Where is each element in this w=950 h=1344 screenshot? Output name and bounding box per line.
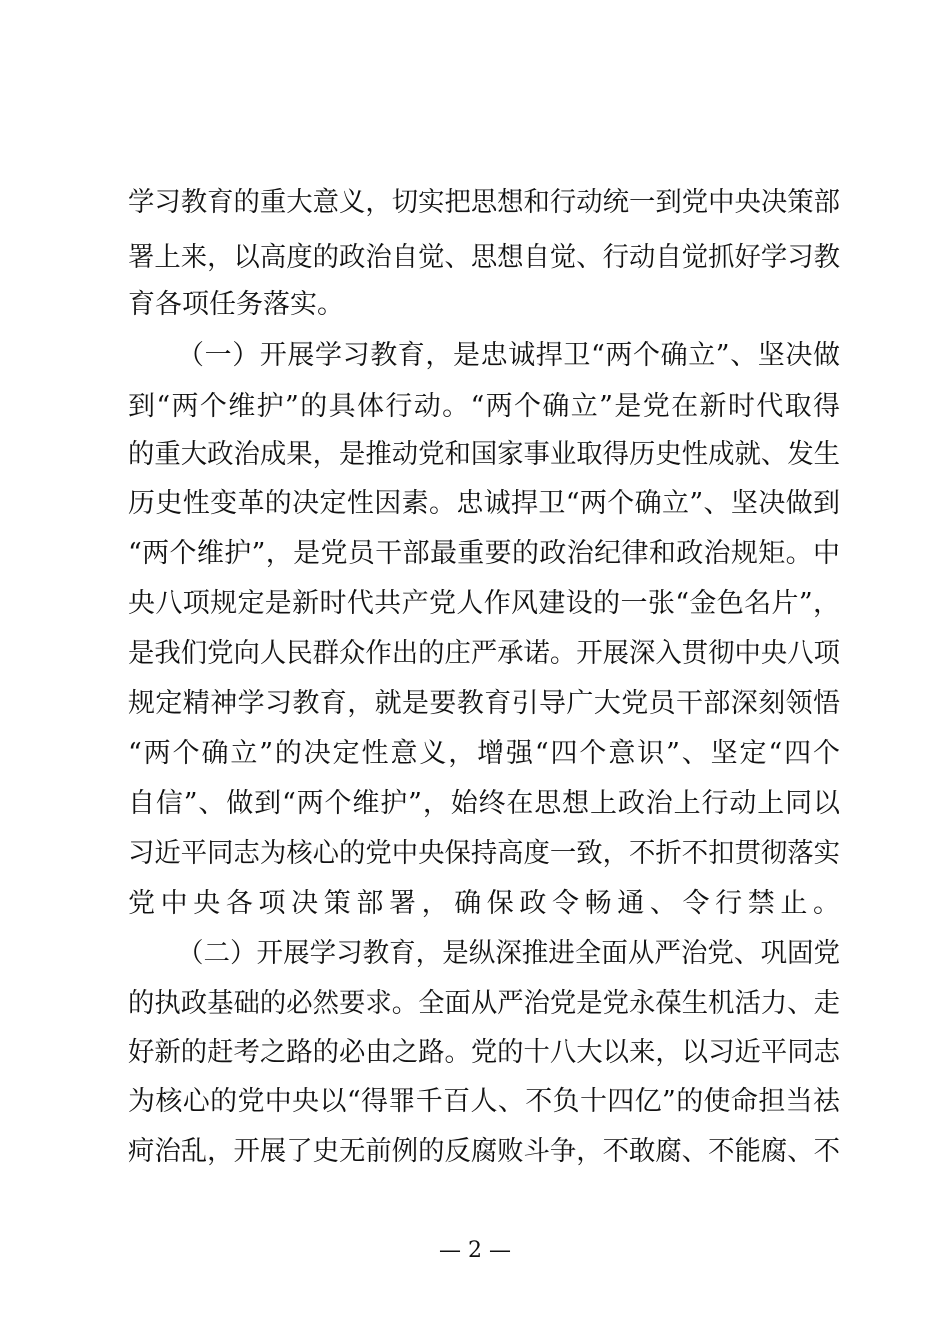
paragraph-first-line xyxy=(0,339,950,373)
text-line xyxy=(0,241,950,275)
text-line xyxy=(0,837,950,871)
text-line xyxy=(0,737,950,771)
text-line xyxy=(0,787,950,821)
text-line-content: 为核心的党中央以“得罪千百人、不负十四亿”的使命担当祛 xyxy=(128,1086,841,1117)
text-line-content: 署上来，以高度的政治自觉、思想自觉、行动自觉抓好学习教 xyxy=(128,242,840,273)
text-line-content: 的重大政治成果，是推动党和国家事业取得历史性成就、发生 xyxy=(128,439,840,470)
text-line xyxy=(0,390,950,424)
text-line-content: “两个维护”，是党员干部最重要的政治纪律和政治规矩。中 xyxy=(128,538,841,569)
text-line-content: 央八项规定是新时代共产党人作风建设的一张“金色名片”， xyxy=(128,588,841,619)
text-line-content: 习近平同志为核心的党中央保持高度一致，不折不扣贯彻落实 xyxy=(128,838,840,869)
text-line-content: 历史性变革的决定性因素。忠诚捍卫“两个确立”、坚决做到 xyxy=(128,488,841,519)
text-line-content: 党中央各项决策部署，确保政令畅通、令行禁止。 xyxy=(128,888,846,919)
text-line-content: 规定精神学习教育，就是要教育引导广大党员干部深刻领悟 xyxy=(128,688,841,719)
text-line-content: 学习教育的重大意义，切实把思想和行动统一到党中央决策部 xyxy=(128,187,840,218)
text-line-content: 的执政基础的必然要求。全面从严治党是党永葆生机活力、走 xyxy=(128,988,840,1019)
text-line-content: 到“两个维护”的具体行动。“两个确立”是党在新时代取得 xyxy=(128,391,842,422)
text-line-content: （一）开展学习教育，是忠诚捍卫“两个确立”、坚决做 xyxy=(177,340,841,371)
text-line xyxy=(0,587,950,621)
text-line xyxy=(0,1135,950,1169)
text-line-content: 育各项任务落实。 xyxy=(128,289,344,320)
text-line xyxy=(0,637,950,671)
text-line-content: “两个确立”的决定性意义，增强“四个意识”、坚定“四个 xyxy=(128,738,842,769)
text-line-content: 疴治乱，开展了史无前例的反腐败斗争，不敢腐、不能腐、不 xyxy=(128,1136,840,1167)
paragraph-first-line xyxy=(0,937,950,971)
text-line xyxy=(0,186,950,220)
text-line xyxy=(0,288,950,322)
text-line xyxy=(0,487,950,521)
text-line xyxy=(0,537,950,571)
text-line xyxy=(0,887,950,921)
page-number: — 2 — xyxy=(439,1238,511,1263)
text-line xyxy=(0,1036,950,1070)
text-line xyxy=(0,438,950,472)
text-line xyxy=(0,687,950,721)
text-line xyxy=(0,987,950,1021)
text-line-content: 自信”、做到“两个维护”，始终在思想上政治上行动上同以 xyxy=(128,788,841,819)
text-line xyxy=(0,1085,950,1119)
text-line-content: 好新的赶考之路的必由之路。党的十八大以来，以习近平同志 xyxy=(128,1037,840,1068)
text-line-content: 是我们党向人民群众作出的庄严承诺。开展深入贯彻中央八项 xyxy=(128,638,840,669)
text-line-content: （二）开展学习教育，是纵深推进全面从严治党、巩固党 xyxy=(177,938,840,969)
